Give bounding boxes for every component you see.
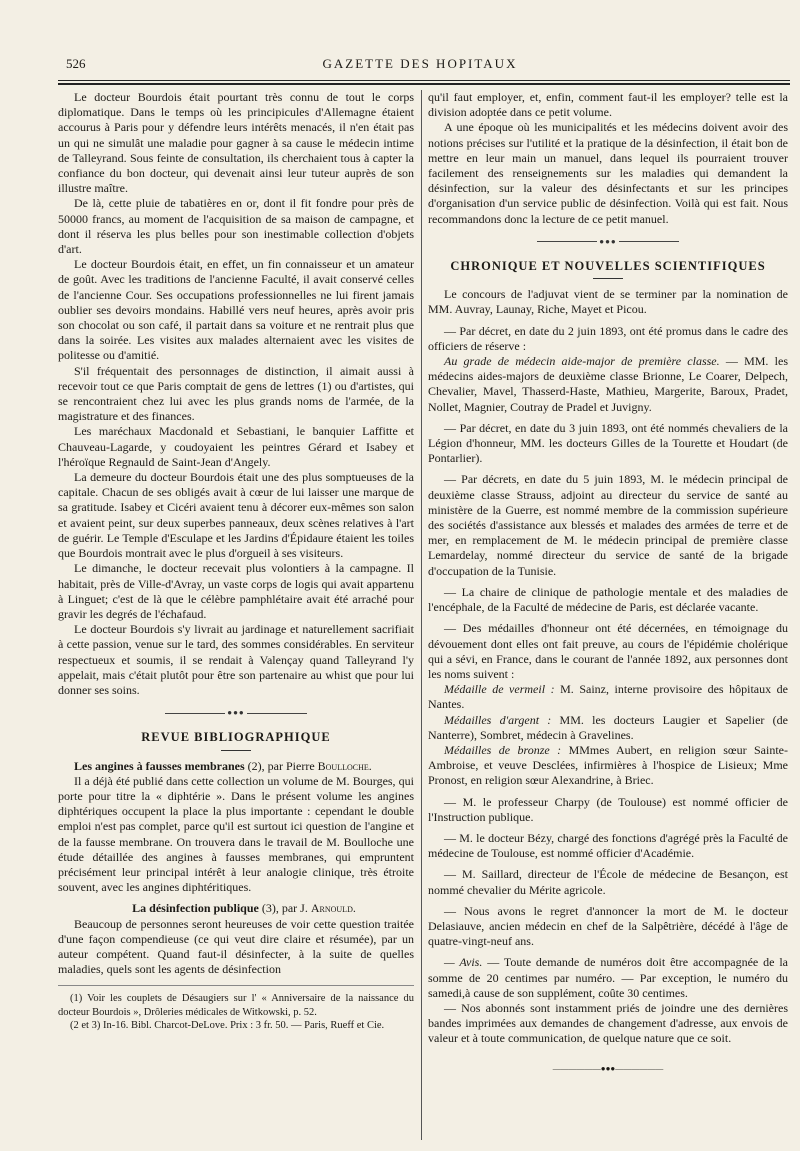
paragraph: Le docteur Bourdois était pourtant très connu de tout le corps diplomatique. Dans le temps où les principicules d'Allemagne étaient accourus à Paris pour y défendre leurs intérêts menacés, il n'en était pas un qui ne simulât une maladie pour gagner à sa cause le médecin intime de Talleyrand. Sous feinte de consultation, ils cherchaient tous à capter la confiance du bon docteur, qui devenait ainsi leur tuteur auprès de son illustre maître. — [58, 90, 414, 196]
footnote: (1) Voir les couplets de Désaugiers sur l' « Anniversaire de la naissance du docteur Bourdois », Drôleries médicales de Witkowski, p. 52. — [58, 993, 414, 1018]
footnotes — [58, 985, 414, 1033]
paragraph — [428, 354, 788, 415]
column-divider — [421, 90, 422, 1140]
header-rule — [58, 80, 790, 85]
paragraph: De là, cette pluie de tabatières en or, dont il fit fondre pour près de 50000 francs, au moment de l'acquisition de sa maison de campagne, et dont il réserva les plus belles pour son inestimable collection d'objets d'art. — [58, 196, 414, 257]
end-separator: ——————●●●—————— — [552, 1063, 664, 1073]
paragraph: — M. le professeur Charpy (de Toulouse) est nommé officier de l'Instruction publique. — [428, 794, 788, 824]
section-title-chronicle: CHRONIQUE ET NOUVELLES SCIENTIFIQUES — [450, 259, 766, 274]
paragraph: qu'il faut employer, et, enfin, comment faut-il les employer? telle est la division adoptée dans ce petit volume. — [428, 90, 788, 120]
title-underline — [593, 278, 623, 279]
section-separator: ●●● — [58, 705, 414, 720]
review-ref: (2), par Pierre — [247, 758, 315, 773]
paragraph: Beaucoup de personnes seront heureuses de voir cette question traitée d'une façon compendieuse (ce qui veut dire claire et résumée), par un auteur compétent. Quand faut-il désinfecter, à la suite de quelles maladies, quels sont les agents de désinfection — [58, 916, 414, 977]
notice-label: — Avis. — [444, 955, 483, 970]
medal-text: MM. les docteurs Laugier et Sapelier (de Nanterre), Sombret, médecin à Gravelines. — [428, 712, 788, 742]
review-heading — [58, 759, 414, 774]
grade-text: — MM. les médecins aides-majors de deuxième classe Brionne, Le Coarer, Delpech, Chevalier, Mavel, Thasserd-Haste, Mathieu, Margerite, Baroux, Pradet, Nollet, Magnier, Coutray de Pradel et Juvigny. — [428, 354, 788, 414]
section-separator: ●●● — [428, 234, 788, 249]
paragraph — [428, 682, 788, 712]
page-header — [54, 50, 786, 74]
running-title: GAZETTE DES HOPITAUX — [322, 56, 518, 71]
footnote: (2 et 3) In-16. Bibl. Charcot-DeLove. Prix : 3 fr. 50. — Paris, Rueff et Cie. — [70, 1020, 385, 1032]
paragraph: — Par décret, en date du 3 juin 1893, ont été nommés chevaliers de la Légion d'honneur, MM. les docteurs Gilles de la Tourette et Houdart (de Pontarlier). — [428, 420, 788, 466]
medal-text: MMmes Aubert, en religion sœur Sainte-Ambroise, et veuve Desclées, infirmières à l'hospice de Lisieux; Mme Pronost, en religion sœur Alexandrine, à Briec. — [428, 742, 788, 788]
paragraph: — M. Saillard, directeur de l'École de médecine de Besançon, est nommé chevalier du Mérite agricole. — [428, 867, 788, 897]
paragraph: — Par décret, en date du 2 juin 1893, ont été promus dans le cadre des officiers de réserve : — [428, 323, 788, 353]
paragraph: — Par décrets, en date du 5 juin 1893, M. le médecin principal de deuxième classe Strauss, adjoint au directeur du service de santé au ministère de la Guerre, est nommé membre de la commission supérieure des sociétés d'assistance aux blessés et malades des armées de terre et de mer, en remplacement de M. le médecin principal de première classe Lemardelay, nommé directeur du service de santé de la brigade d'occupation de la Tunisie. — [428, 472, 788, 578]
medal-label: Médaille de vermeil : — [444, 682, 555, 697]
paragraph: Il a déjà été publié dans cette collection un volume de M. Bourges, qui porte pour titre la « diphtérie ». Dans le présent volume les angines diphtériques occupent la place la plus importante : cependant le double emploi n'est pas complet, parce qu'il est surtout ici question de l'angine et de la fausse membrane. On trouvera dans le travail de M. Boulloche une étude détaillée des angines à fausses membranes, qui empruntent précisément leur principal intérêt à leur analogie clinique, très étroite souvent, avec les angines diphtéritiques. — [58, 773, 414, 895]
paragraph: — M. le docteur Bézy, chargé des fonctions d'agrégé près la Faculté de médecine de Toulouse, est nommé officier d'Académie. — [428, 830, 788, 861]
medal-text: M. Sainz, interne provisoire des hôpitaux de Nantes. — [428, 682, 788, 712]
notice-text: — Toute demande de numéros doit être accompagnée de la somme de 20 centimes par numéro. — Par exception, le numéro du samedi,à cause de son supplément, coûte 30 centimes. — [428, 955, 788, 1000]
paragraph: S'il fréquentait des personnages de distinction, il aimait aussi à recevoir tout ce que Paris comptait de gens de lettres (1) ou d'artistes, qui se rencontraient chez lui avec les plus grands noms de l'armée, de la magistrature et des finances. — [58, 363, 414, 424]
paragraph: — Des médailles d'honneur ont été décernées, en témoignage du dévouement dont elles ont fait preuve, au cours de l'épidémie cholérique qui a sévi, en France, dans le courant de l'année 1892, aux personnes dont les noms suivent : — [428, 621, 788, 681]
right-column — [428, 90, 788, 1140]
paragraph: Les maréchaux Macdonald et Sebastiani, le banquier Laffitte et Chauveau-Lagarde, y coudoyaient les peintres Gérard et Isabey et l'héroïque Regnauld de Saint-Jean d'Angely. — [58, 424, 414, 469]
paragraph: — La chaire de clinique de pathologie mentale et des maladies de l'encéphale, de la Faculté de médecine de Paris, est déclarée vacante. — [428, 584, 788, 615]
medal-label: Médailles de bronze : — [444, 742, 562, 757]
paragraph: — Nos abonnés sont instamment priés de joindre une des dernières bandes imprimées aux demandes de changement d'adresse, aux envois de valeur et à toute communication, de quelque nature que ce soit. — [428, 1000, 788, 1046]
left-column — [58, 90, 414, 1140]
page-number: 526 — [66, 56, 86, 71]
grade-label: Au grade de médecin aide-major de première classe. — [444, 354, 720, 369]
paragraph — [428, 955, 788, 1001]
review-heading — [58, 901, 414, 916]
paragraph: Le docteur Bourdois s'y livrait au jardinage et naturellement sacrifiait à cette passion, venue sur le tard, des sommes considérables. En serviteur respectueux et soumis, il se rendait à Valençay quand Talleyrand l'y appelait, mais c'était plutôt pour être son partenaire au whist que pour lui donner ses soins. — [58, 622, 414, 697]
paragraph: A une époque où les municipalités et les médecins doivent avoir des notions précises sur l'utilité et la pratique de la désinfection, il était bon de mettre en leur main un manuel, dans lequel ils pourraient trouver facilement des renseignements sur les maladies qui demandent la désinfection, sur la valeur des désinfectants et sur les principes d'organisation d'un service public de désinfection. Voilà qui est fait. Nous recommandons donc la lecture de ce petit manuel. — [428, 120, 788, 226]
review-author: Boulloche. — [317, 758, 372, 773]
paragraph: Le docteur Bourdois était, en effet, un fin connaisseur et un amateur de goût. Avec les traditions de l'ancienne Faculté, il avait conservé celles de l'ancienne Cour. Ses occupations professionnelles ne lui firent jamais oublier ses devoirs mondains. Habillé vers neuf heures, après avoir pris son chocolat ou son café, il partait dans sa voiture et ne rentrait plus que dans la soirée. Les visites aux malades alternaient avec les visites de politesse ou d'amitié. — [58, 257, 414, 363]
paragraph: Le concours de l'adjuvat vient de se terminer par la nomination de MM. Auvray, Launay, Riche, Mayet et Picou. — [428, 287, 788, 317]
review-title: Les angines à fausses membranes — [74, 758, 245, 773]
paragraph — [428, 743, 788, 789]
paragraph: — Nous avons le regret d'annoncer la mort de M. le docteur Delasiauve, ancien médecin en chef de la Salpêtrière, décédé à l'âge de quatre-vingt-neuf ans. — [428, 903, 788, 949]
title-underline — [221, 750, 251, 751]
review-ref: (3), par J. — [261, 901, 308, 916]
paragraph: La demeure du docteur Bourdois était une des plus somptueuses de la capitale. Chacun de ses obligés avait à cœur de lui laisser une marque de sa gratitude. Isabey et Cicéri avaient tenu à décorer eux-mêmes son salon et avaient peint, sur deux superbes panneaux, deux scènes relatives à l'art de guérir. Le Temple d'Esculape et les Jardins d'Épidaure étaient les toiles que Bourdois montrait avec le plus d'orgueil à ses visiteurs. — [58, 470, 414, 561]
review-author: Arnould. — [310, 901, 356, 916]
paragraph: Le dimanche, le docteur recevait plus volontiers à la campagne. Il habitait, près de Ville-d'Avray, un vaste corps de logis qui avait appartenu à Linguet; c'est de là que le célèbre pamphlétaire avait été arraché pour gravir les degrés de l'échafaud. — [58, 561, 414, 621]
section-title-biblio: REVUE BIBLIOGRAPHIQUE — [141, 730, 331, 745]
medal-label: Médailles d'argent : — [444, 712, 552, 727]
review-title: La désinfection publique — [132, 901, 259, 916]
paragraph — [428, 713, 788, 743]
